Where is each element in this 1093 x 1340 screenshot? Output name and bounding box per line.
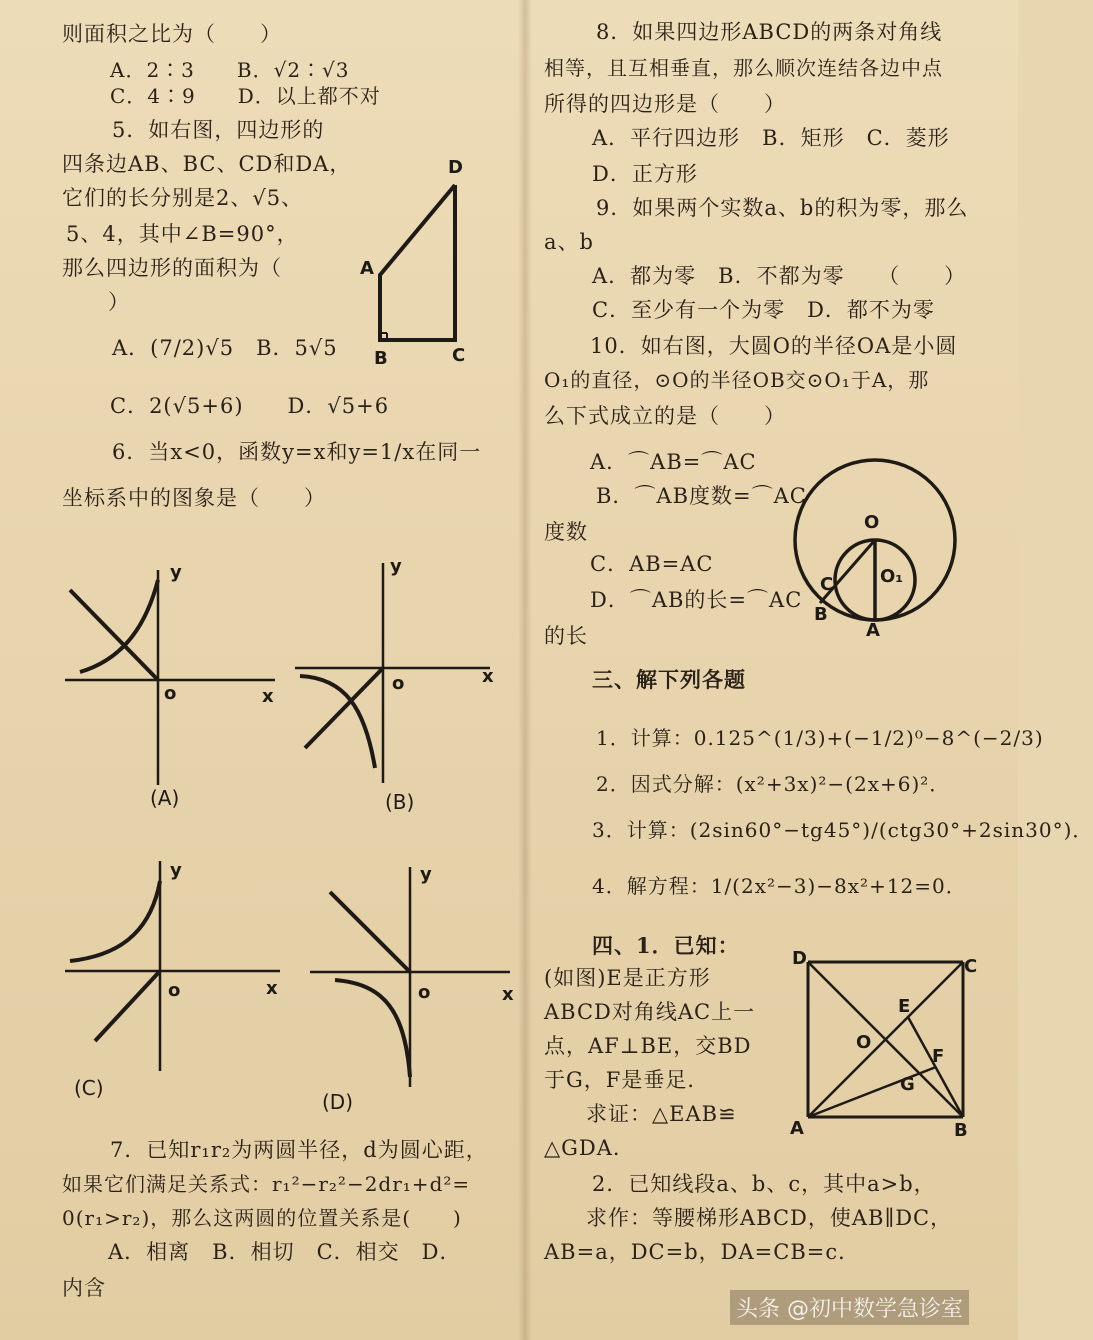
fig5-label-c: C bbox=[452, 345, 466, 366]
graph-d-o: o bbox=[418, 982, 431, 1003]
fig10-label-c: C bbox=[820, 574, 834, 595]
graph-a bbox=[60, 560, 290, 790]
s4-2-line-2: 求作：等腰梯形ABCD，使AB∥DC， bbox=[586, 1206, 953, 1230]
q7-line-1: 7．已知r₁r₂为两圆半径，d为圆心距， bbox=[110, 1138, 488, 1162]
q8-line-2: 相等，且互相垂直，那么顺次连结各边中点 bbox=[544, 56, 943, 80]
q7-line-3: 0(r₁>r₂)，那么这两圆的位置关系是( ) bbox=[62, 1206, 462, 1230]
s4-line-4: 于G，F是垂足． bbox=[544, 1068, 710, 1092]
fig10-label-o: O bbox=[864, 512, 880, 533]
graph-b-caption: (B) bbox=[385, 790, 415, 814]
fig-sq-label-a: A bbox=[790, 1118, 804, 1139]
square-figure bbox=[808, 962, 968, 1122]
q6-line-1: 6．当x<0，函数y=x和y=1/x在同一 bbox=[112, 440, 482, 464]
graph-a-y: y bbox=[170, 562, 182, 583]
q9-options-ab: A．都为零 B．不都为零 （ ） bbox=[592, 264, 967, 288]
graph-d-caption: (D) bbox=[322, 1090, 354, 1114]
s4-2-line-1: 2．已知线段a、b、c，其中a>b， bbox=[592, 1172, 936, 1196]
fig5-label-d: D bbox=[448, 157, 463, 178]
q10-option-c: C．AB=AC bbox=[590, 552, 714, 576]
graph-d-y: y bbox=[420, 864, 432, 885]
graph-d-x: x bbox=[502, 984, 514, 1005]
q8-options-abc: A．平行四边形 B．矩形 C．菱形 bbox=[592, 126, 950, 150]
q10-option-d-cont: 的长 bbox=[544, 624, 588, 648]
section-4-heading: 四、1．已知： bbox=[592, 933, 740, 958]
fig5-label-b: B bbox=[374, 348, 388, 369]
watermark: 头条 @初中数学急诊室 bbox=[730, 1290, 969, 1325]
q8-option-d: D．正方形 bbox=[592, 162, 698, 186]
graph-b-x: x bbox=[482, 666, 494, 687]
q9-options-cd: C．至少有一个为零 D．都不为零 bbox=[592, 298, 935, 322]
s4-line-2: ABCD对角线AC上一 bbox=[544, 1000, 756, 1024]
fig-sq-label-o: O bbox=[856, 1032, 872, 1053]
fig-sq-label-d: D bbox=[792, 948, 807, 969]
q10-line-2: O₁的直径，⊙O的半径OB交⊙O₁于A，那 bbox=[544, 368, 930, 392]
s4-2-line-3: AB=a，DC=b，DA=CB=c． bbox=[544, 1240, 861, 1264]
q9-line-2: a、b bbox=[544, 230, 594, 254]
section-3-heading: 三、解下列各题 bbox=[592, 667, 746, 692]
graph-c-o: o bbox=[168, 980, 181, 1001]
fig5-label-a: A bbox=[360, 258, 374, 279]
s4-line-6: △GDA． bbox=[544, 1136, 635, 1160]
fig-sq-label-f: F bbox=[932, 1046, 945, 1067]
fig-sq-label-b: B bbox=[954, 1120, 968, 1141]
s3-item-1: 1．计算：0.125^(1/3)+(−1/2)⁰−8^(−2/3) bbox=[596, 726, 1044, 750]
q10-line-1: 10．如右图，大圆O的半径OA是小圆 bbox=[590, 334, 958, 358]
s4-line-5: 求证：△EAB≌ bbox=[586, 1102, 737, 1126]
q5-line-6: ） bbox=[108, 290, 130, 314]
graph-a-caption: (A) bbox=[150, 786, 180, 810]
graph-a-x: x bbox=[262, 686, 274, 707]
q5-quadrilateral-figure bbox=[360, 155, 480, 370]
q8-line-1: 8．如果四边形ABCD的两条对角线 bbox=[596, 20, 943, 44]
q5-line-3: 它们的长分别是2、√5、 bbox=[62, 186, 304, 210]
q7-line-5: 内含 bbox=[62, 1276, 106, 1300]
q5-line-5: 那么四边形的面积为（ bbox=[62, 256, 282, 280]
graph-d bbox=[305, 862, 520, 1092]
q5-line-1: 5．如右图，四边形的 bbox=[112, 118, 325, 142]
fig10-label-a: A bbox=[866, 620, 880, 641]
q5-options-ab: A．(7/2)√5 B．5√5 bbox=[112, 336, 338, 360]
q6-line-2: 坐标系中的图象是（ ） bbox=[62, 486, 326, 510]
fig10-label-b: B bbox=[814, 604, 828, 625]
s3-item-2: 2．因式分解：(x²+3x)²−(2x+6)²． bbox=[596, 772, 951, 796]
graph-c-x: x bbox=[266, 978, 278, 999]
graph-c-y: y bbox=[170, 860, 182, 881]
s4-line-1: (如图)E是正方形 bbox=[544, 966, 711, 990]
graph-c bbox=[60, 856, 290, 1076]
q8-line-3: 所得的四边形是（ ） bbox=[544, 92, 786, 116]
q5-line-4: 5、4，其中∠B=90°， bbox=[66, 222, 299, 246]
s3-item-4: 4．解方程：1/(2x²−3)−8x²+12=0． bbox=[592, 874, 967, 898]
q10-option-a: A．⌒AB=⌒AC bbox=[590, 450, 757, 474]
s3-item-3: 3．计算：(2sin60°−tg45°)/(ctg30°+2sin30°)． bbox=[592, 818, 1093, 842]
graph-b-y: y bbox=[390, 556, 402, 577]
graph-c-caption: (C) bbox=[74, 1076, 104, 1100]
graph-b-o: o bbox=[392, 673, 405, 694]
s4-line-3: 点，AF⊥BE，交BD bbox=[544, 1034, 752, 1058]
q10-option-b-cont: 度数 bbox=[544, 520, 588, 544]
q5-options-cd: C．2(√5+6) D．√5+6 bbox=[110, 394, 390, 418]
fig10-label-o1: O₁ bbox=[880, 566, 904, 587]
fig-sq-label-e: E bbox=[898, 996, 911, 1017]
q4-options-1: A．2∶3 B．√2∶√3 bbox=[110, 58, 350, 82]
graph-a-o: o bbox=[164, 683, 177, 704]
q10-line-3: 么下式成立的是（ ） bbox=[544, 404, 786, 428]
fig-sq-label-c: C bbox=[964, 956, 978, 977]
q7-line-2: 如果它们满足关系式：r₁²−r₂²−2dr₁+d²= bbox=[62, 1172, 471, 1196]
q10-option-d: D．⌒AB的长=⌒AC bbox=[590, 588, 803, 612]
q10-option-b: B．⌒AB度数=⌒AC bbox=[596, 484, 807, 508]
q9-line-1: 9．如果两个实数a、b的积为零，那么 bbox=[596, 196, 969, 220]
fig-sq-label-g: G bbox=[900, 1074, 915, 1095]
q4-tail: 则面积之比为（ ） bbox=[62, 22, 282, 46]
q4-options-2: C．4∶9 D．以上都不对 bbox=[110, 84, 381, 108]
q5-line-2: 四条边AB、BC、CD和DA， bbox=[62, 152, 352, 176]
q7-line-4: A．相离 B．相切 C．相交 D． bbox=[108, 1240, 462, 1264]
